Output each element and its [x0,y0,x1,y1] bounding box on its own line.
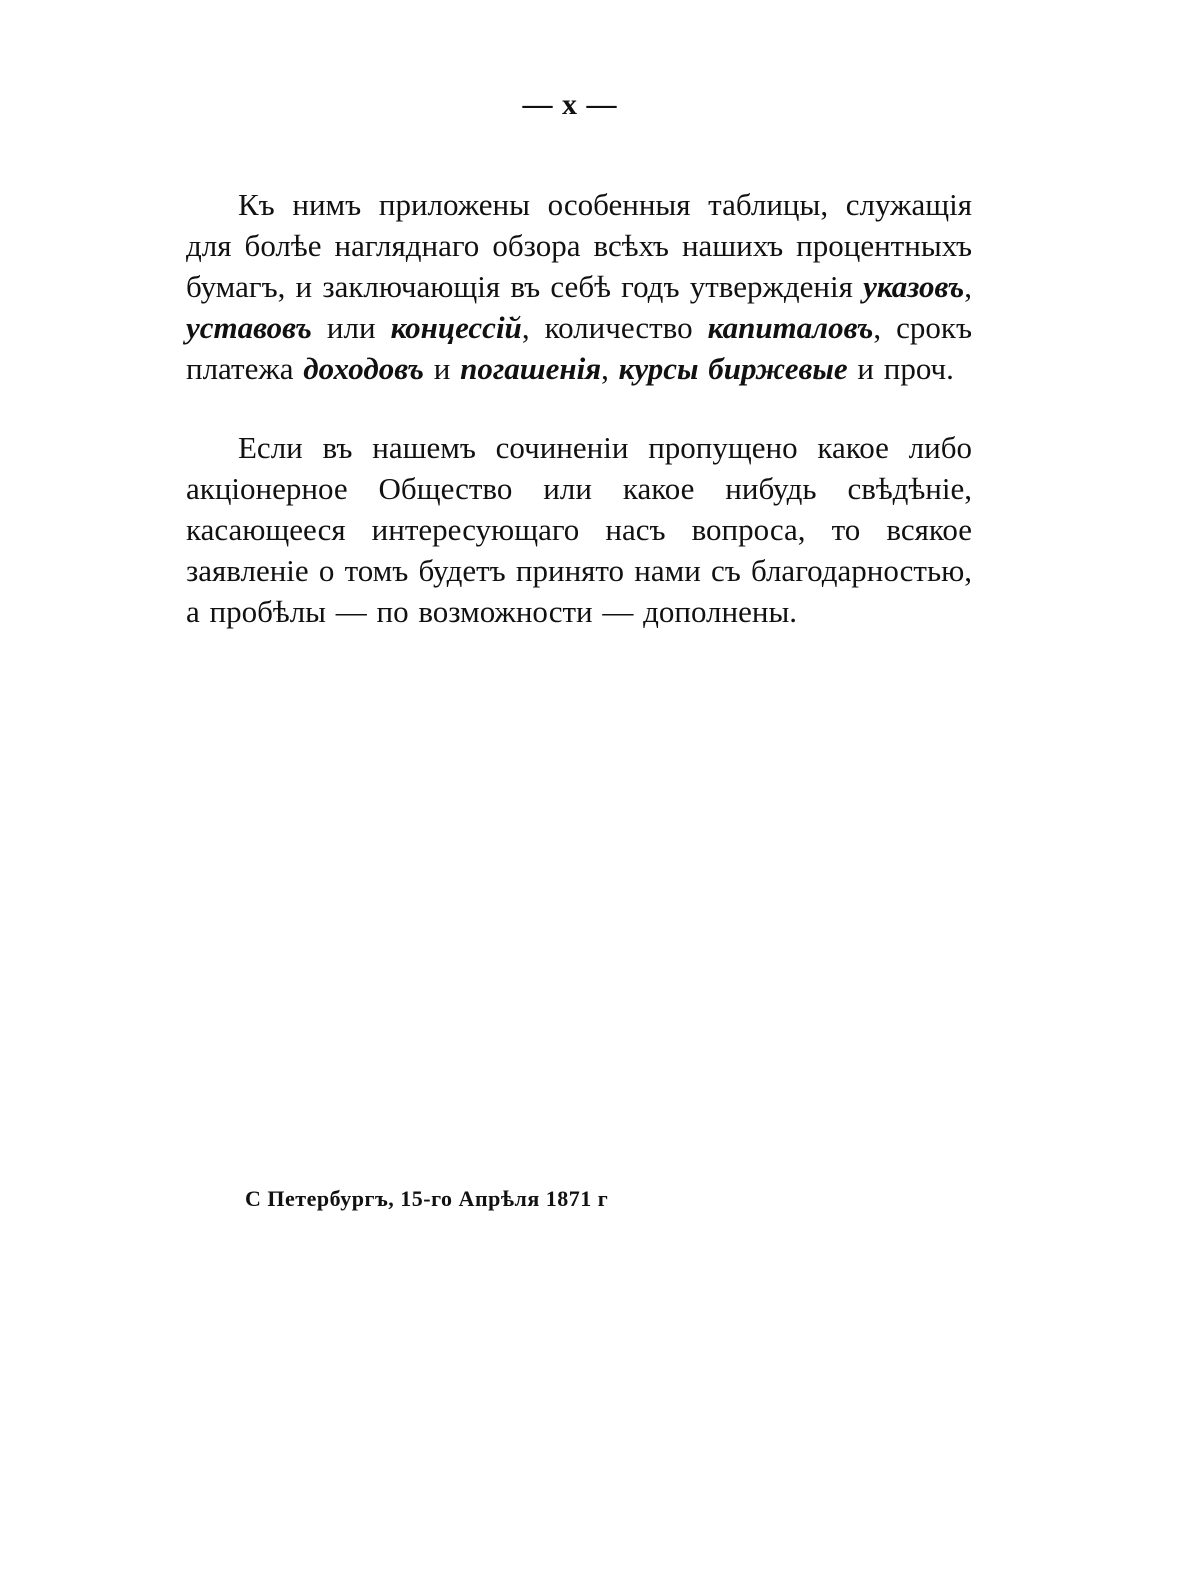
place-date-signature: С Петербургъ, 15-го Апрѣля 1871 г [245,1186,609,1211]
text-segment: и проч. [847,351,954,386]
italic-term: уставовъ [186,310,312,345]
text-segment: , срокъ платежа [186,310,972,386]
text-segment: , [601,351,619,386]
paragraph-omissions [186,427,972,632]
paragraph-tables [186,184,972,389]
italic-term: концессій [390,310,522,345]
text-segment: или [311,310,391,345]
text-segment: Къ нимъ приложены особенныя таблицы, служащія для болѣе нагляднаго обзора всѣхъ нашихъ процентныхъ бумагъ, и заключающія въ себѣ годъ утвержденія [186,187,972,304]
text-segment: , количество [521,310,708,345]
italic-term: капиталовъ [707,310,874,345]
text-segment: Если въ нашемъ сочиненіи пропущено какое либо акціонерное Общество или какое нибудь свѣдѣніе, касающееся интересующаго насъ вопроса, то всякое заявленіе о томъ будетъ принято нами съ благодарностью, а пробѣлы — по возможности — дополнены. [186,430,972,629]
text-segment: , [964,269,972,304]
italic-term: курсы биржевые [618,351,848,386]
page-number: — x — [522,88,618,121]
italic-term: погашенія [460,351,602,386]
italic-term: указовъ [863,269,965,304]
text-segment: и [424,351,461,386]
italic-term: доходовъ [303,351,424,386]
